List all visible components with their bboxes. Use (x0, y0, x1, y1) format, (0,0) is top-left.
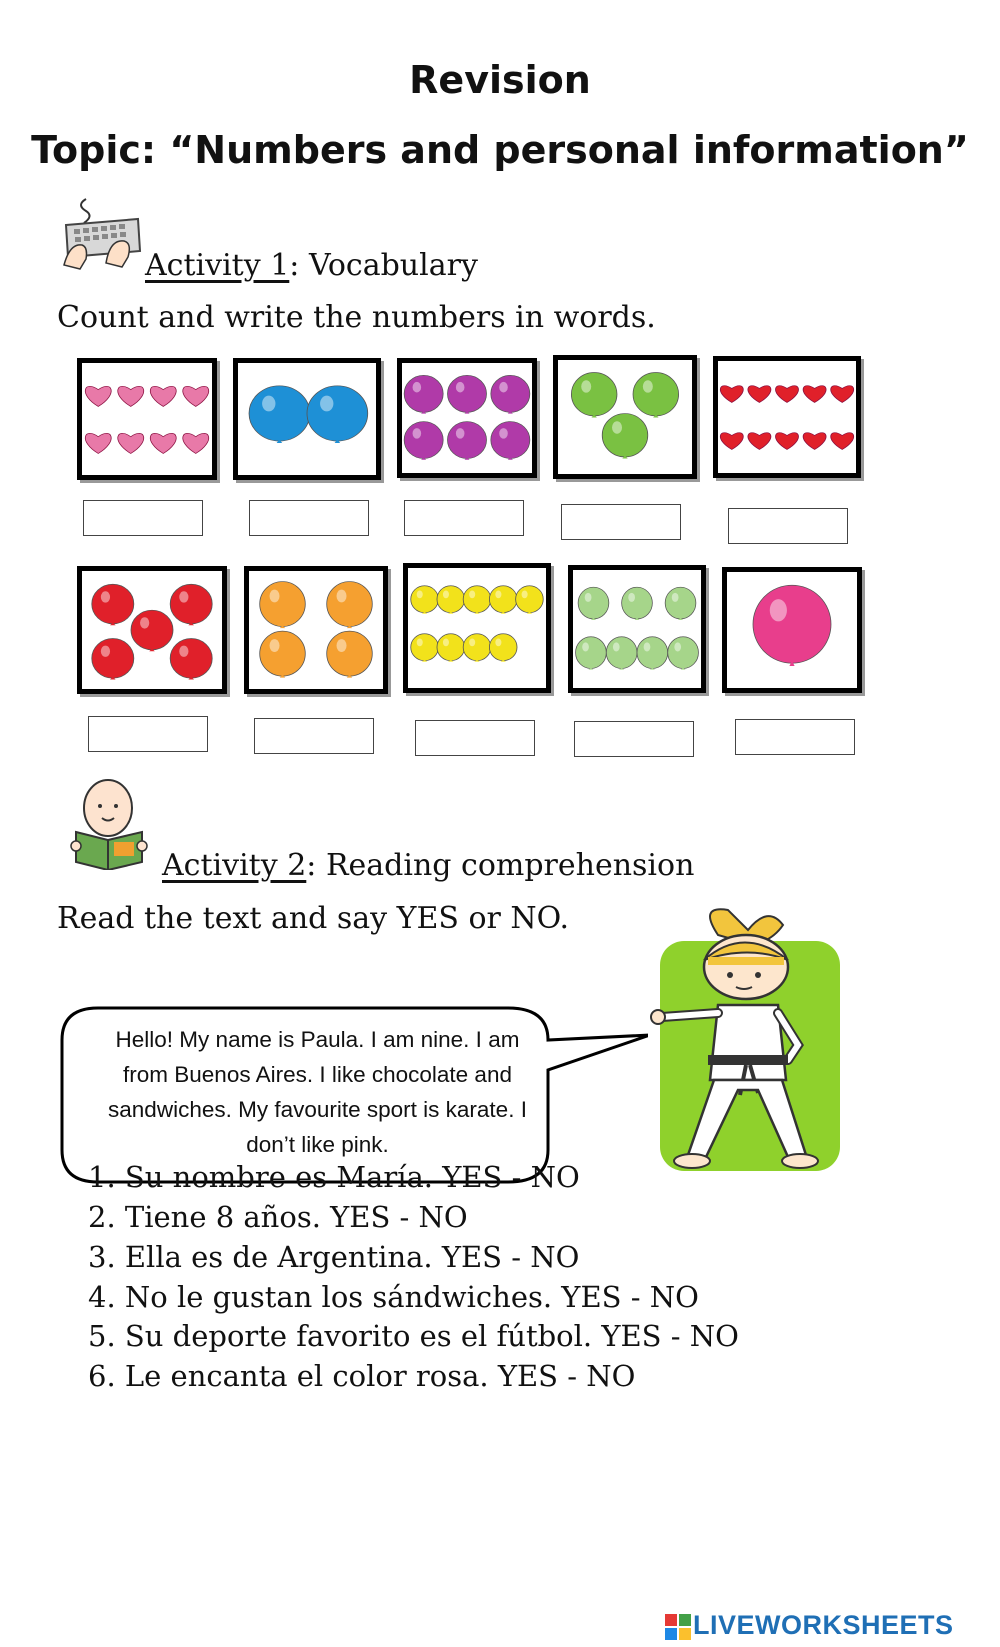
heart-shape (776, 433, 799, 450)
reading-child-icon (70, 776, 148, 870)
page-topic: Topic: “Numbers and personal information” (31, 128, 969, 172)
answer-box[interactable] (735, 719, 855, 755)
picture-card-balloons-purple (397, 358, 537, 478)
speech-line: Hello! My name is Paula. I am nine. I am (115, 1027, 520, 1052)
question-1: 1. Su nombre es María. YES - NO (88, 1160, 580, 1194)
balloon-shape (260, 631, 306, 678)
picture-card-balloons-blue (233, 358, 381, 480)
heart-shape (118, 386, 144, 406)
balloon-shape (411, 634, 439, 662)
activity2-instruction: Read the text and say YES or NO. (57, 901, 570, 936)
heart-shape (803, 386, 826, 403)
picture-card-balloons-yellow (403, 563, 551, 693)
picture-card-balloons-orange (244, 566, 388, 694)
speech-line: don’t like pink. (246, 1132, 389, 1157)
balloon-shape (463, 586, 491, 614)
keyboard-hands-icon (56, 195, 146, 275)
balloon-shape (437, 634, 465, 662)
karate-girl-image (648, 905, 848, 1177)
balloon-shape (170, 638, 212, 679)
picture-card-hearts-red (713, 356, 861, 478)
balloon-shape (491, 422, 530, 460)
answer-box[interactable] (249, 500, 369, 536)
heart-shape (776, 386, 799, 403)
balloon-shape (665, 587, 696, 620)
speech-line: sandwiches. My favourite sport is karate. I (108, 1097, 527, 1122)
heart-shape (150, 433, 176, 453)
balloon-shape (92, 584, 134, 625)
balloon-shape (602, 414, 648, 459)
balloon-shape (633, 372, 679, 417)
heart-shape (831, 433, 854, 450)
answer-box[interactable] (415, 720, 535, 756)
heart-shape (85, 433, 111, 453)
activity1-instruction: Count and write the numbers in words. (57, 300, 656, 335)
balloon-shape (516, 586, 544, 614)
balloon-shape (170, 584, 212, 625)
answer-box[interactable] (728, 508, 848, 544)
picture-card-balloons-green (553, 355, 697, 479)
heart-shape (150, 386, 176, 406)
balloon-shape (622, 587, 653, 620)
balloon-shape (668, 637, 699, 670)
balloon-shape (606, 637, 637, 670)
question-5: 5. Su deporte favorito es el fútbol. YES - NO (88, 1319, 739, 1353)
heart-shape (720, 386, 743, 403)
answer-box[interactable] (574, 721, 694, 757)
balloon-shape (489, 634, 517, 662)
answer-box[interactable] (404, 500, 524, 536)
balloon-shape (404, 422, 443, 460)
activity1-heading: Activity 1: Vocabulary (145, 248, 478, 283)
question-4: 4. No le gustan los sándwiches. YES - NO (88, 1280, 699, 1314)
liveworksheets-logo-icon (665, 1614, 691, 1640)
balloon-shape (753, 585, 831, 666)
activity2-heading: Activity 2: Reading comprehension (162, 848, 695, 883)
brand-logo-text: LIVEWORKSHEETS (693, 1610, 954, 1640)
question-3: 3. Ella es de Argentina. YES - NO (88, 1240, 580, 1274)
balloon-shape (249, 386, 310, 443)
balloon-shape (463, 634, 491, 662)
balloon-shape (437, 586, 465, 614)
balloon-shape (404, 375, 443, 413)
balloon-shape (411, 586, 439, 614)
answer-box[interactable] (254, 718, 374, 754)
picture-card-hearts-pink (77, 358, 217, 480)
balloon-shape (92, 638, 134, 679)
balloon-shape (637, 637, 668, 670)
balloon-shape (260, 582, 306, 629)
picture-card-balloon-pink (722, 567, 862, 693)
question-6: 6. Le encanta el color rosa. YES - NO (88, 1359, 636, 1393)
heart-shape (183, 386, 209, 406)
picture-card-balloons-red (77, 566, 227, 694)
balloon-shape (327, 631, 373, 678)
balloon-shape (576, 637, 607, 670)
question-2: 2. Tiene 8 años. YES - NO (88, 1200, 468, 1234)
balloon-shape (327, 582, 373, 629)
speech-line: from Buenos Aires. I like chocolate and (123, 1062, 512, 1087)
answer-box[interactable] (561, 504, 681, 540)
heart-shape (748, 433, 771, 450)
heart-shape (85, 386, 111, 406)
heart-shape (748, 386, 771, 403)
heart-shape (118, 433, 144, 453)
page-title: Revision (409, 58, 591, 102)
balloon-shape (131, 610, 173, 651)
balloon-shape (571, 372, 617, 417)
balloon-shape (448, 422, 487, 460)
answer-box[interactable] (88, 716, 208, 752)
picture-card-balloons-lightgreen (568, 565, 706, 693)
balloon-shape (448, 375, 487, 413)
heart-shape (183, 433, 209, 453)
speech-text (80, 1022, 555, 1162)
heart-shape (831, 386, 854, 403)
heart-shape (720, 433, 743, 450)
balloon-shape (307, 386, 368, 443)
balloon-shape (489, 586, 517, 614)
answer-box[interactable] (83, 500, 203, 536)
heart-shape (803, 433, 826, 450)
balloon-shape (578, 587, 609, 620)
balloon-shape (491, 375, 530, 413)
